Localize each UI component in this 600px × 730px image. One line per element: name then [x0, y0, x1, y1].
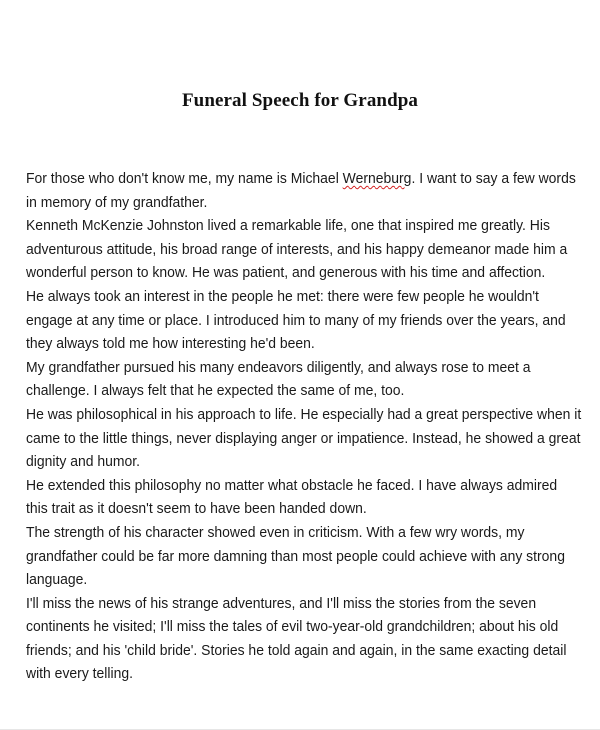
misspelled-name: Werneburg: [342, 170, 412, 187]
intro-paragraph: [26, 167, 581, 214]
paragraph: The strength of his character showed even in criticism. With a few wry words, my grandfather could be far more damning than most people could achieve with any strong language.: [26, 523, 565, 589]
intro-text-start: For those who don't know me, my name is Michael: [26, 170, 343, 187]
speech-body: [26, 167, 581, 686]
paragraph: He was philosophical in his approach to life. He especially had a great perspective when it came to the little things, never displaying anger or impatience. Instead, he showed a great dignity and humor.: [26, 405, 582, 471]
paragraph: I'll miss the news of his strange adventures, and I'll miss the stories from the seven continents he visited; I'll miss the tales of evil two-year-old grandchildren; about his old friends; and his 'child bride'. Stories he told again and again, in the same exacting detail with every telling.: [26, 594, 567, 683]
paragraph: He always took an interest in the people he met: there were few people he wouldn't engage at any time or place. I introduced him to many of my friends over the years, and they always told me how interesting he'd been.: [26, 287, 566, 353]
paragraph: Kenneth McKenzie Johnston lived a remarkable life, one that inspired me greatly. His adventurous attitude, his broad range of interests, and his happy demeanor made him a wonderful person to know. He was patient, and generous with his time and affection.: [26, 217, 568, 282]
paragraph: He extended this philosophy no matter what obstacle he faced. I have always admired this trait as it doesn't seem to have been handed down.: [26, 476, 558, 518]
paragraph: My grandfather pursued his many endeavors diligently, and always rose to meet a challenge. I always felt that he expected the same of me, too.: [26, 358, 531, 400]
intro-text-end: . I want to say a few words in memory of my grandfather.: [26, 170, 576, 211]
document-title: Funeral Speech for Grandpa: [181, 90, 419, 111]
